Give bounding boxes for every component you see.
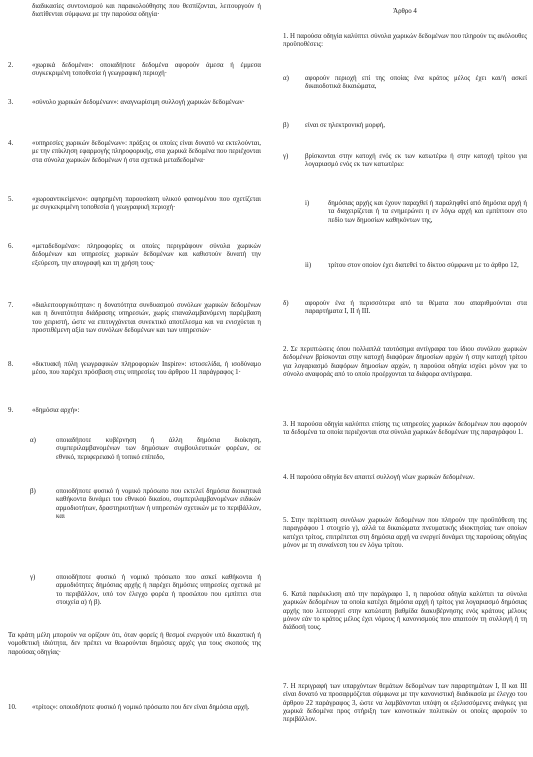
paragraph-text: 7. Η περιγραφή των υπαρχόντων θεμάτων δεδομένων των παραρτημάτων I, II και III είναι δυνατό να προσαρμόζεται σύμφωνα με την κανονιστική διαδικασία με έλεγχο του άρθρου 22 παράγραφος 3, ώστε να λαμβάνονται υπόψη οι εξελισσόμενες ανάγκες για χωρικά δεδομένα προς στήριξη των κοινοτικών πολιτικών οι οποίες αφορούν το περιβάλλον. bbox=[283, 683, 527, 724]
paragraph-1-c bbox=[283, 153, 527, 170]
item-number: α) bbox=[283, 75, 289, 82]
item-number: 6. bbox=[8, 243, 14, 250]
item-number: 8. bbox=[8, 361, 14, 368]
paragraph-text: «δημόσια αρχή»: bbox=[32, 407, 80, 414]
paragraph-text: 1. Η παρούσα οδηγία καλύπτει σύνολα χωρικών δεδομένων που πληρούν τις ακόλουθες προϋποθέσεις: bbox=[283, 33, 527, 49]
item-number: γ) bbox=[30, 574, 36, 581]
definition-9-b bbox=[8, 488, 261, 521]
definition-5 bbox=[8, 196, 261, 213]
paragraph-text: «διαλειτουργικότητα»: η δυνατότητα συνδυασμού συνόλων χωρικών δεδομένων και η δυνατότητα διάδρασης υπηρεσιών, χωρίς επαναλαμβανόμενη παρέμβαση του χειριστή, ώστε να επιτυγχάνεται συνεκτικό αποτέλεσμα και να ενισχύεται η προστιθέμενη αξία των συνόλων δεδομένων και των υπηρεσιών· bbox=[32, 302, 261, 334]
item-number: δ) bbox=[283, 300, 289, 307]
definition-continuation bbox=[8, 3, 261, 20]
definition-9-c bbox=[8, 574, 261, 607]
definition-4 bbox=[8, 140, 261, 165]
article-title: Άρθρο 4 bbox=[393, 8, 417, 15]
item-number: β) bbox=[283, 122, 289, 129]
paragraph-text: 2. Σε περιπτώσεις όπου πολλαπλά ταυτόσημα αντίγραφα του ίδιου συνόλου χωρικών δεδομένων βρίσκονται στην κατοχή διαφόρων δημοσίων αρχών ή στην κατοχή τρίτου για λογαριασμό διαφόρων δημοσίων αρχών, η παρούσα οδηγία ισχύει μόνον για το σύνολο αναφοράς από το οποίο προέρχονται τα διάφορα αντίγραφα. bbox=[283, 346, 527, 378]
definition-10 bbox=[8, 704, 261, 712]
paragraph-text: 5. Στην περίπτωση συνόλων χωρικών δεδομένων που πληρούν την προϋπόθεση της παραγράφου 1 στοιχείο γ), αλλά τα δικαιώματα πνευματικής ιδιοκτησίας των οποίων κατέχει τρίτος, επιτρέπεται στη δημόσια αρχή να ενεργεί δυνάμει της παρούσας οδηγίας μόνον με τη συναίνεση του εν λόγω τρίτου. bbox=[283, 517, 527, 549]
item-number: 10. bbox=[8, 704, 17, 711]
paragraph-text: 6. Κατά παρέκκλιση από την παράγραφο 1, η παρούσα οδηγία καλύπτει τα σύνολα χωρικών δεδομένων τα οποία κατέχει δημόσια αρχή ή τρίτος για λογαριασμό δημόσιας αρχής που λειτουργεί στην κατώτατη βαθμίδα διακυβέρνησης ενός κράτους μέλους μόνον εάν το κράτος μέλος έχει νόμους ή κανονισμούς που απαιτούν τη συλλογή ή τη διάδοσή τους. bbox=[283, 591, 527, 632]
paragraph-text: «σύνολο χωρικών δεδομένων»: αναγνωρίσιμη συλλογή χωρικών δεδομένων· bbox=[32, 99, 245, 106]
item-number: 7. bbox=[8, 302, 14, 309]
paragraph-text: «τρίτος»: οποιοδήποτε φυσικό ή νομικό πρόσωπο που δεν είναι δημόσια αρχή. bbox=[32, 704, 250, 711]
definition-7 bbox=[8, 302, 261, 335]
paragraph-3 bbox=[283, 421, 527, 438]
item-number: ii) bbox=[305, 262, 312, 269]
item-number: α) bbox=[30, 437, 36, 444]
paragraph-1-c-ii bbox=[283, 262, 527, 270]
paragraph-text: αφορούν περιοχή επί της οποίας ένα κράτος μέλος έχει και/ή ασκεί δικαιοδοτικά δικαιώματα, bbox=[305, 75, 527, 91]
paragraph-text: αφορούν ένα ή περισσότερα από τα θέματα που απαριθμούνται στα παραρτήματα I, II ή III. bbox=[305, 300, 527, 316]
item-number: 2. bbox=[8, 62, 14, 69]
paragraph-text: βρίσκονται στην κατοχή ενός εκ των κατωτέρω ή στην κατοχή τρίτου για λογαριασμό ενός εκ των κατωτέρω: bbox=[305, 153, 527, 169]
definition-9 bbox=[8, 407, 261, 415]
paragraph-text: οποιοδήποτε φυσικό ή νομικό πρόσωπο που εκτελεί δημόσια διοικητικά καθήκοντα δυνάμει του εθνικού δικαίου, συμπεριλαμβανομένων ειδικών αρμοδιοτήτων, δραστηριοτήτων ή υπηρεσιών σχετικών με το περιβάλλον, και bbox=[56, 488, 261, 520]
paragraph-text: οποιοδήποτε φυσικό ή νομικό πρόσωπο που ασκεί καθήκοντα ή αρμοδιότητες δημόσιας αρχής ή παρέχει δημόσιες υπηρεσίες σχετικά με το περιβάλλον, υπό τον έλεγχο φορέα ή προσώπου που εμπίπτει στα στοιχεία α) ή β). bbox=[56, 574, 261, 606]
item-number: 3. bbox=[8, 99, 14, 106]
paragraph-1-c-i bbox=[283, 200, 527, 225]
paragraph-1-a bbox=[283, 75, 527, 92]
paragraph-text: διαδικασίες συντονισμού και παρακολούθησης που θεσπίζονται, λειτουργούν ή διατίθενται σύμφωνα με την παρούσα οδηγία· bbox=[32, 3, 261, 19]
paragraph-5 bbox=[283, 517, 527, 550]
paragraph-text: Τα κράτη μέλη μπορούν να ορίζουν ότι, όταν φορείς ή θεσμοί ενεργούν υπό δικαστική ή νομοθετική ιδιότητα, δεν πρέπει να θεωρούνται δημόσιες αρχές για τους σκοπούς της παρούσας οδηγίας· bbox=[8, 632, 261, 656]
paragraph-text: 4. Η παρούσα οδηγία δεν απαιτεί συλλογή νέων χωρικών δεδομένων. bbox=[283, 474, 475, 481]
item-number: 5. bbox=[8, 196, 14, 203]
paragraph-text: «μεταδεδομένα»: πληροφορίες οι οποίες περιγράφουν σύνολα χωρικών δεδομένων και υπηρεσίες χωρικών δεδομένων και καθιστούν δυνατή την εξεύρεση, την απογραφή και τη χρήση τους· bbox=[32, 243, 261, 267]
paragraph-text: «δικτυακή πύλη γεωγραφικών πληροφοριών Inspire»: ιστοσελίδα, ή ισοδύναμο μέσο, που παρέχει πρόσβαση στις υπηρεσίες του άρθρου 11 παράγραφος 1· bbox=[32, 361, 261, 377]
paragraph-text: «υπηρεσίες χωρικών δεδομένων»: πράξεις οι οποίες είναι δυνατό να εκτελούνται, με την επίκληση εφαρμογής πληροφορικής, στα χωρικά δεδομένα που περιέχονται στα σύνολα χωρικών δεδομένων ή στα σχετικά μεταδεδομένα· bbox=[32, 140, 261, 164]
paragraph-text: είναι σε ηλεκτρονική μορφή, bbox=[305, 122, 385, 129]
paragraph-7 bbox=[283, 683, 527, 724]
definition-9-a bbox=[8, 437, 261, 462]
paragraph-text: οποιαδήποτε κυβέρνηση ή άλλη δημόσια διοίκηση, συμπεριλαμβανομένων των δημόσιων συμβουλευτικών φορέων, σε εθνικό, περιφερειακό ή τοπικό επίπεδο, bbox=[56, 437, 261, 461]
definition-8 bbox=[8, 361, 261, 378]
paragraph-1 bbox=[283, 33, 527, 50]
paragraph-1-b bbox=[283, 122, 527, 130]
paragraph-2 bbox=[283, 346, 527, 379]
item-number: 9. bbox=[8, 407, 14, 414]
paragraph-4 bbox=[283, 474, 527, 482]
paragraph-6 bbox=[283, 591, 527, 632]
paragraph-text: δημόσιας αρχής και έχουν παραχθεί ή παραληφθεί από δημόσια αρχή ή τα διαχειρίζεται ή τα ενημερώνει η εν λόγω αρχή και εμπίπτουν στο πεδίο των δημοσίων καθηκόντων της, bbox=[328, 200, 527, 224]
definition-9-note bbox=[8, 632, 261, 657]
item-number: 4. bbox=[8, 140, 14, 147]
definition-3 bbox=[8, 99, 261, 107]
item-number: β) bbox=[30, 488, 36, 495]
paragraph-text: 3. Η παρούσα οδηγία καλύπτει επίσης τις υπηρεσίες χωρικών δεδομένων που αφορούν τα δεδομένα τα οποία περιέχονται στα σύνολα χωρικών δεδομένων της παραγράφου 1. bbox=[283, 421, 527, 437]
item-number: i) bbox=[305, 200, 310, 207]
paragraph-text: «χωρικά δεδομένα»: οποιαδήποτε δεδομένα αφορούν άμεσα ή έμμεσα συγκεκριμένη τοποθεσία ή γεωγραφική περιοχή· bbox=[32, 62, 261, 78]
paragraph-text: «χωροαντικείμενο»: αφηρημένη παρουσίαση υλικού φαινομένου που σχετίζεται με συγκεκριμένη τοποθεσία ή γεωγραφική περιοχή· bbox=[32, 196, 261, 212]
definition-6 bbox=[8, 243, 261, 268]
paragraph-text: τρίτου στον οποίον έχει διατεθεί το δίκτυο σύμφωνα με το άρθρο 12, bbox=[328, 262, 519, 269]
paragraph-1-d bbox=[283, 300, 527, 317]
item-number: γ) bbox=[283, 153, 289, 160]
definition-2 bbox=[8, 62, 261, 79]
